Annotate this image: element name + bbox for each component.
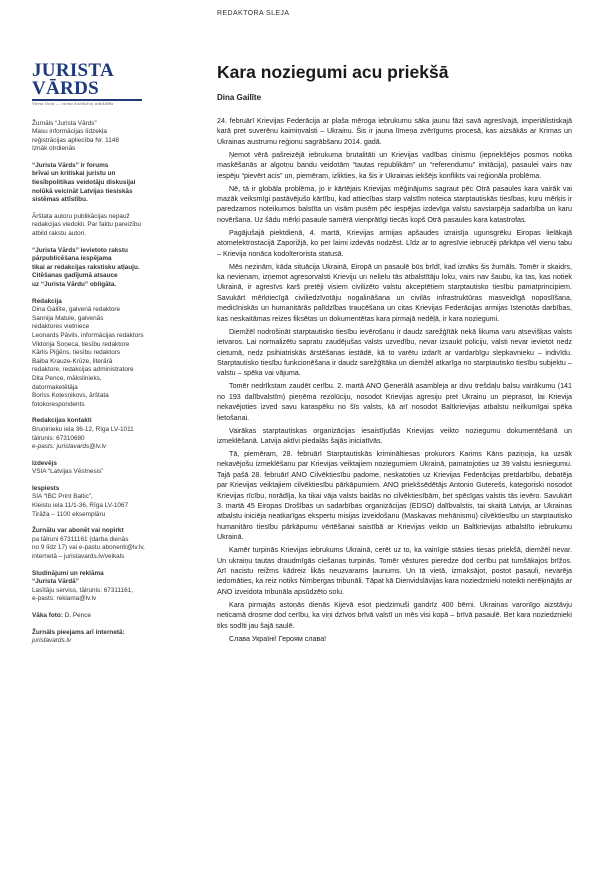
staff-line: datormaketētāja: [32, 383, 78, 391]
citation-policy: [32, 247, 182, 290]
printer-line: SIA “IBC Print Baltic”,: [32, 493, 93, 501]
staff-line: fotokorespondents: [32, 400, 85, 408]
publisher-heading: Izdevējs: [32, 459, 57, 467]
staff-line: Boriss Koļesņikovs, ārštata: [32, 392, 109, 400]
printer-info: [32, 485, 182, 519]
logo-tagline: Viena lieta — viena kolektīva atbildība: [32, 100, 114, 106]
staff-line: Sannija Matule, galvenās: [32, 314, 104, 322]
cover-label: Vāka foto:: [32, 612, 63, 619]
staff-line: Viktorija Soņeca, tiesību redaktore: [32, 340, 130, 348]
staff-line: Kārlis Piģēns, tiesību redaktors: [32, 349, 121, 357]
staff-line: redaktore, redakcijas administratore: [32, 366, 134, 374]
contacts-line: tālrunis: 67310680: [32, 434, 85, 442]
publisher-info: [32, 460, 182, 477]
registration-line: reģistrācijas apliecība Nr. 1148: [32, 136, 119, 144]
ads-line: Lasītāju serviss, tālrunis: 67311161,: [32, 586, 134, 594]
mission-line: sistēmas attīstību.: [32, 196, 88, 204]
mission-line: tiesībpolitikas veidotāju diskusijai: [32, 179, 136, 187]
citation-line: pārpublicēšana iespējama: [32, 255, 112, 263]
online-url: juristavards.lv: [32, 637, 72, 645]
article-author: Dina Gailīte: [217, 93, 262, 102]
online-heading: Žurnāls pieejams arī internetā:: [32, 628, 125, 636]
staff-line: Baiba Krauze-Krūze, literārā: [32, 357, 113, 365]
section-label: REDAKTORA SLEJA: [217, 10, 290, 17]
ads-heading: Sludinājumi un reklāma: [32, 569, 104, 577]
article-paragraph: Tomēr nedrīkstam zaudēt cerību. 2. martā ANO Ģenerālā asambleja ar divu trešdaļu balsu vairākumu (141 no 193 dalībvalstīm) pieņēma rezolūciju, nosodot Krievijas agresiju pret Ukrainu un pieprasot, lai Krievija nekavējoties izved savu karaspēku no šīs valsts, kā arī nosodot Baltkrievijas atbalstu neilkumīgai spēka lietošanai.: [217, 382, 572, 422]
article-body: [217, 116, 572, 644]
article-paragraph: Vairākas starptautiskas organizācijas iesaistījušās Krievijas veikto noziegumu dokumentēšanā un izmeklēšanā. Latvija aktīvi piedalās šajās iniciatīvās.: [217, 426, 572, 445]
subscribe-heading: Žurnālu var abonēt vai nopirkt: [32, 527, 124, 535]
publisher-line: VSIA “Latvijas Vēstnesis”: [32, 468, 104, 476]
ads-line: “Jurista Vārdā”: [32, 578, 79, 586]
disclaimer-line: Ārštata autoru publikācijas nepauž: [32, 212, 130, 220]
article-paragraph: Nē, tā ir globāla problēma, jo ir kārtējais Krievijas mēģinājums sagraut pēc Otrā pasaules kara vairāk vai mazāk veiksmīgi pastāvējušo kārtību, kad attiecības starp valstīm noteica starptautiskās tiesības, kuru mērķis ir paredzamos noteikumos balstīta un visām pusēm pēc iespējas izdevīga valstu savstarpēja sadarbība un karu novēršana. Uz šādu mērķi pasaule samērā vienprātīgi tiecās kopš Otrā pasaules kara katastrofas.: [217, 184, 572, 224]
article-paragraph: 24. februārī Krievijas Federācija ar plaša mēroga iebrukumu sāka jaunu fāzi savā agresīvajā, imperiālistiskajā karā pret suverēnu kaimiņvalsti – Ukrainu. Šis ir jauna līmeņa zvērīgums procesā, kas aizsākās ar Krimas un Ukrainas austrumu reģionu sagrābšanu 2014. gadā.: [217, 117, 572, 146]
cover-value: D. Pence: [64, 612, 91, 619]
mission-line: “Jurista Vārds” ir forums: [32, 161, 109, 169]
printer-heading: Iespiests: [32, 484, 60, 492]
mission-statement: [32, 162, 182, 205]
staff-list: [32, 298, 182, 410]
registration-line: Iznāk otrdienās: [32, 145, 76, 153]
article: [217, 62, 572, 647]
staff-line: Leonards Pāvils, informācijas redaktors: [32, 331, 144, 339]
mission-line: nolūkā veicināt Latvijas tiesiskās: [32, 187, 133, 195]
contacts-line: Bruņinieku iela 36-12, Rīga LV-1011: [32, 425, 134, 433]
sidebar-masthead: [32, 62, 182, 654]
article-paragraph: Tā, piemēram, 28. februārī Starptautiskās krimināltiesas prokurors Karims Kāns paziņoja, ka uzsāk nekavējošu izmeklēšanu par Krievijas veiktajiem noziegumiem Ukrainā, pamatojoties uz 39 valstu iesniegumu. Tajā pašā 28. februārī ANO Cilvēktiesību padome, neskatoties uz Krievijas Federācijas pretdarbību, debatēja par Krievijas veiktajiem cilvēktiesību pārkāpumiem. ANO priekšsēdētājs Antonio Guterešs, kategoriski nosodot Krievijas rīcību, norādīja, ka tikai vāja valsts baidās no cilvēktiesībām, bet spēcīgas valstis tās ievēro. Savukārt 3. martā 45 Eiropas Drošības un sadarbības organizācijas (EDSO) dalībvalstis, tai skaitā Latvija, ar Ukrainas atbalstu iniciēja neatkarīgas ekspertu misijas izveidošanu (Maskavas mehānismu) cilvēktiesību un starptautisko humanitāro tiesību pārkāpumu vērtēšanai saistībā ar Krievijas veikto un Baltkrievijas atbalstīto iebrukumu Ukrainā.: [217, 449, 572, 542]
subscription-info: [32, 527, 182, 561]
printer-line: Tirāža – 1100 eksemplāru: [32, 510, 106, 518]
disclaimer-line: redakcijas viedokli. Par faktu pareizību: [32, 221, 142, 229]
article-paragraph: Kamēr turpinās Krievijas iebrukums Ukrainā, cerēt uz to, ka vainīgie stāsies tiesas priekšā, diemžēl nevar. Un ukraiņu tautas draudmīgās ciešanas turpinās. Tomēr vēstures pieredze dod cerību pat tumšākajos brīžos. Arī nacistu reižms kādreiz likās neuzvarams ļaunums. Un tā vietā, izmaksājot, postot pasauli, nevarēja iedomāties, ka reiz notiks Nirnbergas tribunāli. Tāpat kā Dienvidslāvijas kara noziedznieki noteikti nerēķinājās ar ANO izveidota tribunāla apsūdzēto solu.: [217, 546, 572, 596]
article-title: Kara noziegumi acu priekšā: [217, 62, 449, 82]
journal-logo: [32, 62, 182, 107]
disclaimer: [32, 213, 182, 239]
subscribe-line: no 9 līdz 17) vai e-pastu abonenti@lv.lv,: [32, 544, 145, 552]
ads-line: e-pasts: reklama@lv.lv: [32, 595, 97, 603]
contacts-heading: Redakcijas kontakti: [32, 417, 92, 425]
article-paragraph: Ņemot vērā pašreizējā iebrukuma brutalitāti un Krievijas vadības cinismu (iepriekšējos posmos notika maskēšanās ar algotņu bandu veidotām “tautas republikām” un “referendumu” imitācija), pasaulei vairs nav iespēju “pievērt acis” un, piemēram, izlikties, ka šis ir Ukrainas iekšējs konflikts vai reģionāla problēma.: [217, 150, 572, 180]
citation-line: Citēšanas gadījumā atsauce: [32, 272, 118, 280]
article-paragraph: Mēs nezinām, kāda situācija Ukrainā, Eiropā un pasaulē būs brīdī, kad iznāks šis žurnāls. Tomēr ir skaidrs, ka nevienam, izņemot agresorvalsti Krieviju un nelielu tās atbalstītāju loku, vairs nav šaubu, ka tas, kas notiek Ukrainā, ir agresīvs karš pretēji visiem civilizēto valstu akceptētiem starptautisko tiesību pamatprincipiem. Savukārt mērķtiecīgā civiliedzīvotāju nogalināšana un civilās infrastruktūras masveidīgā noposlīšana, medicīniskās un humanitārās palīdzības traucēšana un citas Krievijas Federācijas armijas īstenotās darbības, kas neskaitāmas reizes fiksētas un dokumentētas kara pirmajā nedēļā, ir kara noziegumi.: [217, 262, 572, 323]
article-paragraph: Kara pirmajās astoņās dienās Kijevā esot piedzimuši gandrīz 400 bērni. Ukrainas varonīgo aizstāvju neticamā drosme dod cerību, ka viņi dzīvos brīvā valstī un mēs visi kopā – brīvā pasaulē. Bet kara noziedznieki tiks sodīti jau šajā saulē.: [217, 600, 572, 630]
printer-line: Kleistu iela 11/1-36, Rīga LV-1067: [32, 502, 129, 510]
logo-name: JURISTA VĀRDS: [32, 60, 113, 99]
staff-heading: Redakcija: [32, 297, 62, 305]
registration-line: Masu informācijas līdzekļa: [32, 128, 107, 136]
editorial-contacts: [32, 417, 182, 451]
subscribe-line: pa tālruni 67311161 (darba dienās: [32, 535, 129, 543]
staff-line: Dina Gailīte, galvenā redaktore: [32, 306, 121, 314]
staff-line: redaktores vietniece: [32, 323, 90, 331]
mission-line: brīvai un kritiskai juristu un: [32, 170, 116, 178]
cover-photo-credit: [32, 612, 182, 621]
citation-line: “Jurista Vārds” ievietoto rakstu: [32, 246, 128, 254]
staff-line: Dita Pence, mākslinieks,: [32, 374, 102, 382]
disclaimer-line: atbild rakstu autori.: [32, 230, 86, 238]
article-paragraph: Diemžēl nodrošināt starptautisko tiesību ievērošanu ir daudz sarežģītāk nekā likuma varu atsevišķas valsts ietvaros. Lai normalizētu sapratu zaudējušas valsts uzvedību, nevar izsaukt policiju, valsti nevar ievietot nedz cietumā, nedz psihiatriskās ārstēšanas iestādē, kā to varētu izdarīt ar vardarbīgu slepkavnieku – indivīdu. Starptautisko tiesību funkcionēšana ir daudz sarežģītāka un diemžēl atkarīga no starptautisko tiesību subjektu – valstu – spēka vai vājuma.: [217, 327, 572, 378]
contacts-email: e-pasts: juristavards@lv.lv: [32, 443, 107, 451]
online-info: [32, 629, 182, 646]
citation-line: tikai ar redakcijas rakstisku atļauju.: [32, 263, 140, 271]
registration-line: Žurnāls “Jurista Vārds”: [32, 119, 97, 127]
article-paragraph: Слава Україні! Героям слава!: [229, 634, 327, 643]
registration-info: [32, 120, 182, 154]
subscribe-line: internetā – juristavards.lv/veikals: [32, 553, 125, 561]
citation-line: uz “Jurista Vārdu” obligāta.: [32, 281, 117, 288]
advertising-info: [32, 570, 182, 604]
article-paragraph: Pagājušajā piektdienā, 4. martā, Krievijas armijas apšaudes izraisīja ugunsgrēku Eiropas lielākajā atomelektrostacijā Zaporižjā, ko per laimi izdevās nodzēst. Līdz ar to agresīvie iebrucēji pārkāpa vēl vienu tabu – Krievija nonāca kodolteroristа statusā.: [217, 228, 572, 258]
